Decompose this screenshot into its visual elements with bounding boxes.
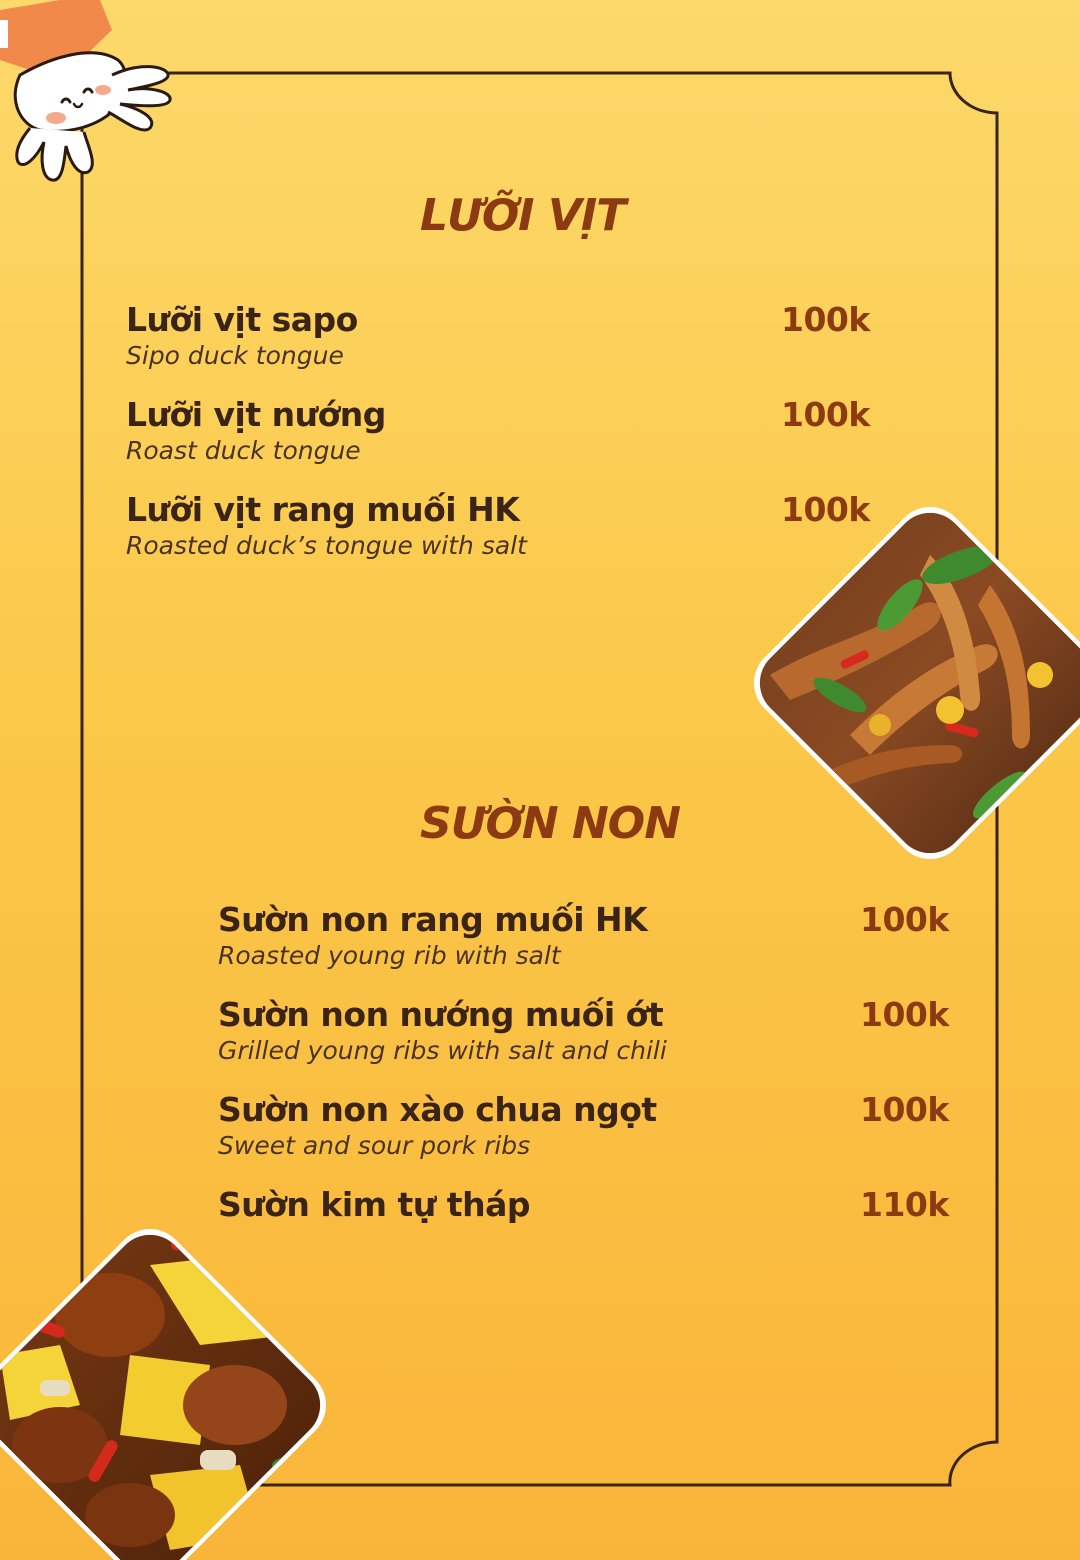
menu-item	[218, 995, 978, 1067]
item-price: 100k	[781, 300, 870, 339]
item-price: 100k	[781, 490, 870, 529]
item-name: Lưỡi vịt sapo	[126, 300, 358, 339]
item-name: Lưỡi vịt rang muối HK	[126, 490, 520, 529]
item-description: Grilled young ribs with salt and chili	[218, 1036, 667, 1065]
item-price: 100k	[860, 1090, 949, 1129]
menu-item	[126, 395, 886, 467]
item-name: Sườn kim tự tháp	[218, 1185, 530, 1224]
item-description: Roasted young rib with salt	[218, 941, 561, 970]
menu-item	[218, 1090, 978, 1162]
section-title-luoi-vit: LƯỠI VỊT	[420, 190, 626, 241]
item-price: 100k	[781, 395, 870, 434]
squid-mascot-icon	[0, 0, 200, 200]
section-title-suon-non: SƯỜN NON	[420, 798, 681, 849]
item-description: Sipo duck tongue	[126, 341, 344, 370]
item-description: Roasted duck’s tongue with salt	[126, 531, 527, 560]
item-name: Sườn non nướng muối ớt	[218, 995, 664, 1034]
menu-item	[218, 900, 978, 972]
item-description: Sweet and sour pork ribs	[218, 1131, 531, 1160]
item-name: Sườn non rang muối HK	[218, 900, 648, 939]
menu-item	[126, 300, 886, 372]
sweet-sour-ribs-with-pineapple-photo	[0, 1205, 340, 1560]
item-price: 110k	[860, 1185, 949, 1224]
item-description: Roast duck tongue	[126, 436, 361, 465]
item-name: Lưỡi vịt nướng	[126, 395, 386, 434]
item-name: Sườn non xào chua ngọt	[218, 1090, 657, 1129]
duck-tongue-dish-photo	[730, 495, 1080, 880]
item-price: 100k	[860, 900, 949, 939]
item-price: 100k	[860, 995, 949, 1034]
